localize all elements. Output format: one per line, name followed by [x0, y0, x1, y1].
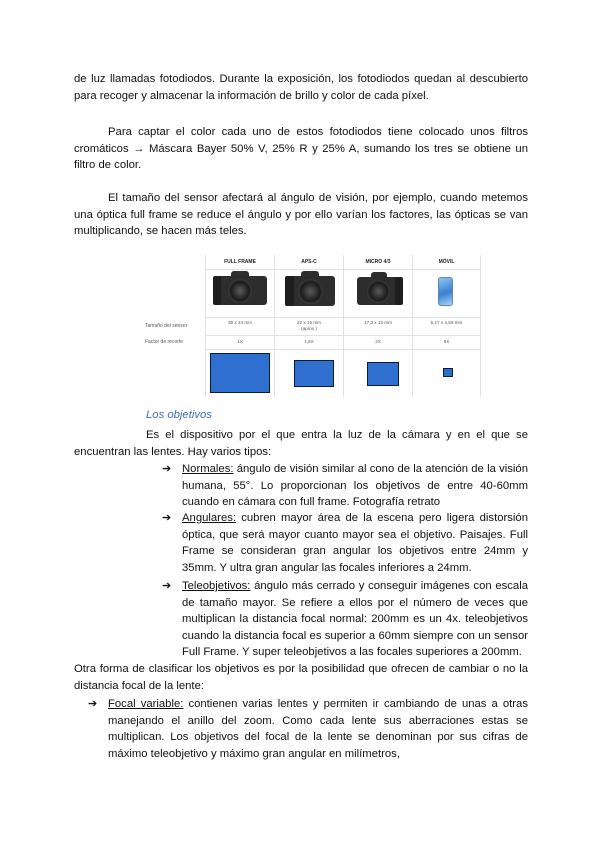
- table-divider: [412, 255, 413, 397]
- column-header-micro-four-thirds: MICRO 4/3: [365, 259, 391, 265]
- bullet-text: cubren mayor área de la escena pero ligera distorsión óptica, que será mayor cuanto mayor sea el objetivo. Paisajes. Full Frame se consideran gran angular los objetivos entre 24mm y 35mm. Y ultra gran angular las focales inferiores a 24mm.: [182, 512, 528, 574]
- row-label-crop-factor: Factor de recorte: [145, 339, 184, 345]
- crop-factor-aps-c: 1,6X: [304, 339, 314, 344]
- section-intro: [74, 427, 528, 460]
- section-intro-text: Es el dispositivo por el que entra la luz de la cámara y en el que se encuentran las lentes. Hay varios tipos:: [74, 429, 528, 458]
- bullet-text: contienen varias lentes y permiten ir cambiando de unas a otras manejando el anillo del zoom. Como cada lente sus aberraciones estas se multiplican. Los objetivos del focal de la lente se denominan por sus cifras de máximo teleobjetivo y máximo gran angular en milímetros,: [108, 698, 528, 760]
- sensor-rectangle-full-frame: [210, 353, 270, 393]
- table-divider: [343, 255, 344, 397]
- table-divider: [205, 269, 481, 270]
- section-title: Los objetivos: [146, 409, 212, 421]
- sensor-size-micro-four-thirds: 17,3 x 13 mm: [364, 320, 392, 325]
- arrow-bullet-icon: ➔: [162, 512, 172, 524]
- sensor-rectangle-mobile: [443, 368, 453, 377]
- column-header-mobile: MÓVIL: [438, 259, 455, 265]
- crop-factor-mobile: 6X: [443, 339, 450, 344]
- column-header-aps-c: APS-C: [301, 259, 317, 265]
- paragraph-focal-classification: Otra forma de clasificar los objetivos es por la posibilidad que ofrecen de cambiar o no la distancia focal de la lente:: [74, 663, 528, 692]
- bullet-teleobjetivos: [162, 578, 528, 661]
- bullet-term: Angulares:: [182, 512, 237, 524]
- bullet-angulares: [162, 510, 528, 576]
- bullet-focal-variable: [88, 696, 528, 762]
- sensor-size-aps-c: 22 x 15 mm (aprox.): [297, 320, 321, 331]
- column-header-full-frame: FULL FRAME: [224, 259, 256, 265]
- bullet-text: ángulo de visión similar al cono de la atención de la visión humana, 55°. Lo proporcionan los objetivos de entre 40-60mm cuando en cámara con full frame. Fotografía retrato: [182, 463, 528, 508]
- table-divider: [205, 335, 481, 336]
- bullet-text: ángulo más cerrado y conseguir imágenes con escala de tamaño mayor. Se refiere a ellos por el número de veces que multiplican la distancia focal normal: 200mm es un 4x. teleobjetivos cuando la distancia focal es superior a 60mm siempre con un sensor Full Frame. Y super teleobjetivos a las focales superiores a 200mm.: [182, 580, 528, 658]
- table-divider: [205, 255, 206, 397]
- row-label-sensor-size: Tamaño del sensor: [145, 323, 188, 329]
- aps-c-camera-image: [285, 271, 335, 307]
- crop-factor-full-frame: 1X: [237, 339, 243, 344]
- sensor-comparison-figure: [145, 255, 481, 397]
- crop-factor-micro-four-thirds: 2X: [375, 339, 381, 344]
- bullet-normales: [162, 461, 528, 511]
- table-divider: [205, 349, 481, 350]
- paragraph-sensor-size: El tamaño del sensor afectará al ángulo de visión, por ejemplo, cuando metemos una óptica full frame se reduce el ángulo y por ello varían los factores, las ópticas se van multiplicando, se hacen más teles.: [74, 192, 528, 237]
- bullet-term: Focal variable:: [108, 698, 184, 710]
- sensor-size-full-frame: 36 x 24 mm: [228, 320, 252, 325]
- table-divider: [205, 317, 481, 318]
- bullet-term: Teleobjetivos:: [182, 580, 251, 592]
- arrow-bullet-icon: ➔: [162, 580, 172, 592]
- paragraph-bayer-mask: Para captar el color cada uno de estos fotodiodos tiene colocado unos filtros cromáticos → Máscara Bayer 50% V, 25% R y 25% A, sumando los tres se obtiene un filtro de color.: [74, 126, 528, 171]
- sensor-rectangle-aps-c: [294, 360, 334, 387]
- arrow-bullet-icon: ➔: [88, 698, 98, 710]
- sensor-rectangle-micro-four-thirds: [367, 362, 399, 386]
- table-divider: [480, 255, 481, 397]
- sensor-size-mobile: 5,17 x 4,55 mm: [430, 320, 463, 325]
- micro-four-thirds-camera-image: [357, 271, 403, 307]
- bullet-term: Normales:: [182, 463, 234, 475]
- full-frame-camera-image: [213, 271, 267, 307]
- mobile-phone-image: [438, 277, 453, 306]
- table-divider: [274, 255, 275, 397]
- paragraph-photodiodes: de luz llamadas fotodiodos. Durante la exposición, los fotodiodos quedan al descubierto para recoger y almacenar la información de brillo y color de cada píxel.: [74, 73, 528, 102]
- arrow-bullet-icon: ➔: [162, 463, 172, 475]
